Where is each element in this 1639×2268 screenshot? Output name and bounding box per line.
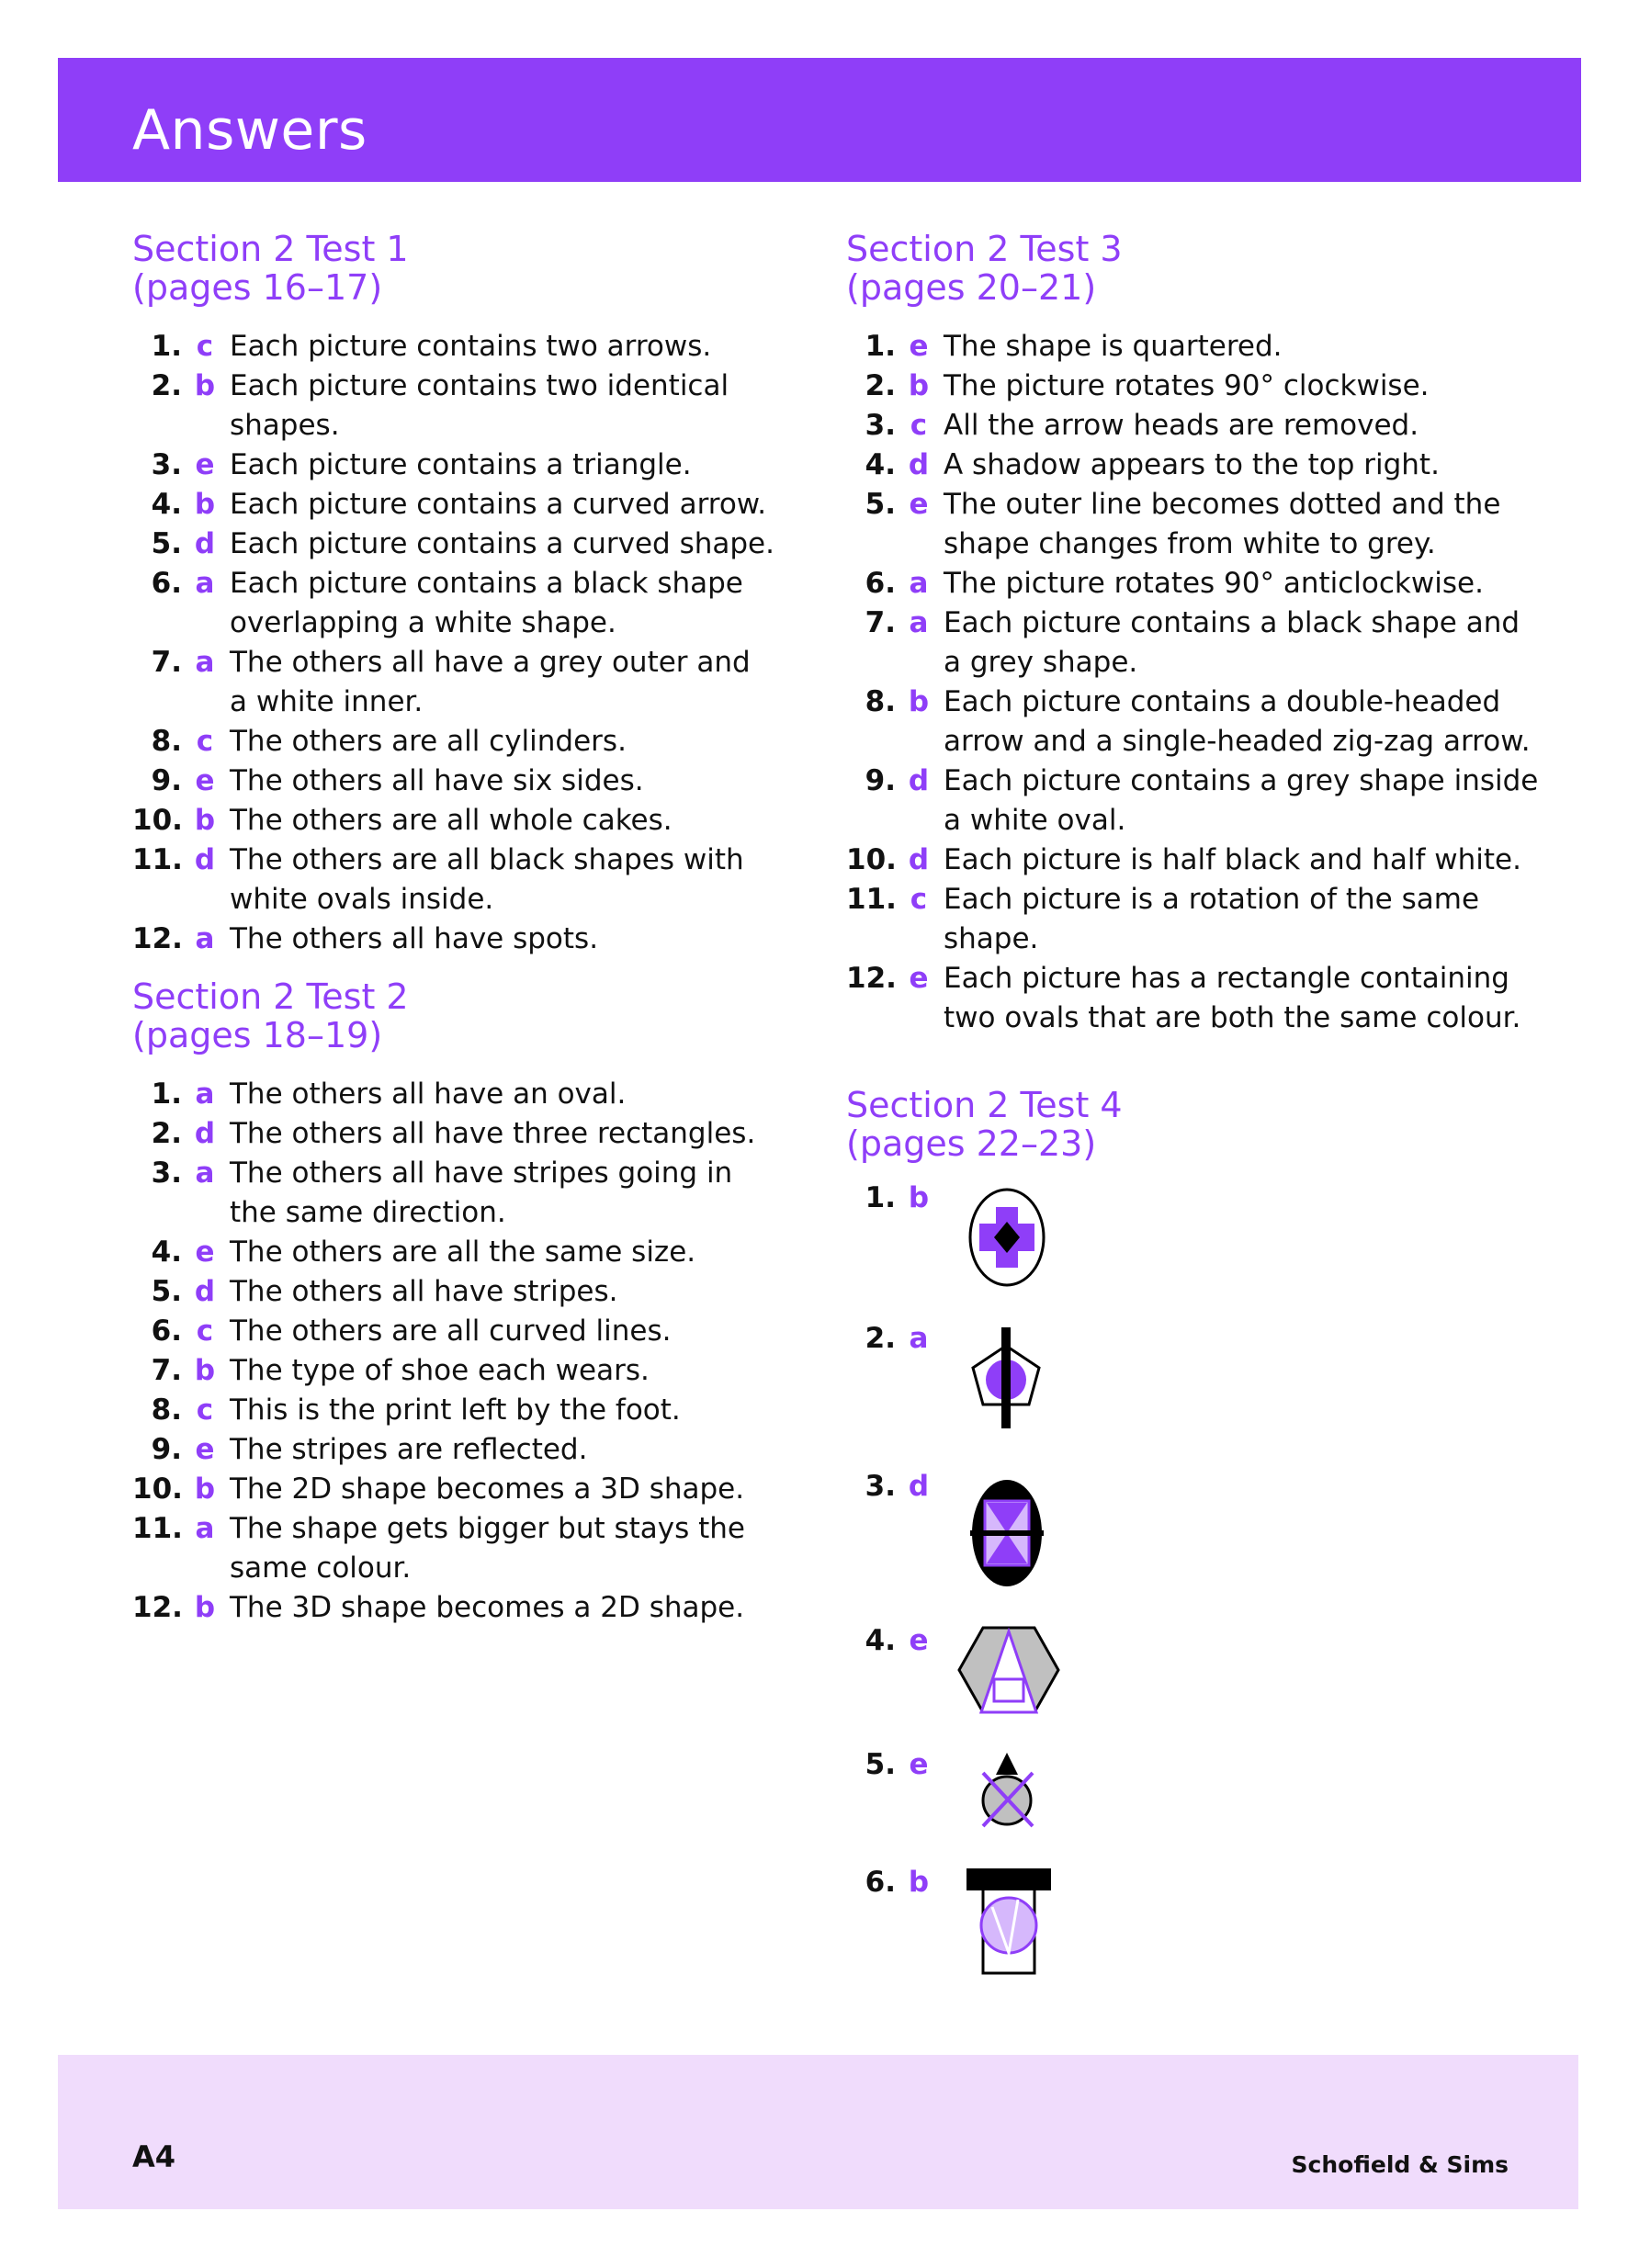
list-item [132,801,775,841]
answer-letter: e [909,1748,929,1781]
question-number: 7. [151,1354,182,1387]
list-item [132,841,775,920]
list-item [132,327,775,367]
list-item [132,920,775,959]
question-number: 5. [151,527,182,560]
answer-letter: b [194,804,216,837]
question-number: 2. [151,1117,182,1150]
question-number: 1. [151,330,182,363]
answer-letter: e [195,1433,215,1466]
answer-letter: e [195,764,215,797]
list-item [132,1272,775,1312]
question-number: 10. [132,1473,183,1506]
question-number: 2. [865,1322,896,1355]
section-gap [132,959,775,977]
list-item [846,959,1544,1038]
question-number: 3. [151,1157,182,1190]
list-item [846,880,1544,959]
answer-letter: e [909,330,929,363]
answer-explanation: Each picture contains a double-headed arrow and a single-headed zig-zag arrow. [944,685,1531,758]
answer-explanation: The others are all whole cakes. [230,804,673,837]
answer-letter: c [196,1394,214,1427]
section-pages: (pages 20–21) [846,267,1097,308]
answer-letter: c [910,883,928,916]
answer-letter: d [908,764,930,797]
answer-explanation: Each picture contains a triangle. [230,448,692,481]
section-title: Section 2 Test 3 [846,229,1123,269]
list-item [132,643,775,722]
header-band [58,58,1581,182]
answer-explanation: The 2D shape becomes a 3D shape. [230,1473,745,1506]
question-number: 4. [151,488,182,521]
answer-explanation: All the arrow heads are removed. [944,409,1419,442]
question-number: 8. [151,725,182,758]
cross-in-oval-figure [965,1185,1049,1291]
question-number: 12. [846,962,897,995]
answer-letter: d [908,448,930,481]
answer-explanation: The others all have an oval. [230,1078,627,1111]
question-number: 4. [865,448,896,481]
section-heading [846,1086,1123,1163]
pentagon-with-bar-figure [966,1326,1046,1431]
list-item [132,722,775,762]
oval-hourglass-figure [965,1476,1049,1591]
answer-letter: c [196,330,214,363]
list-item [846,1179,938,1218]
question-number: 3. [865,409,896,442]
answer-explanation: The others are all the same size. [230,1236,696,1269]
answer-letter: e [909,488,929,521]
answer-explanation: Each picture contains a curved arrow. [230,488,767,521]
answer-explanation: Each picture contains two arrows. [230,330,712,363]
answer-letter: a [195,922,215,955]
answer-explanation: Each picture has a rectangle containing two ovals that are both the same colour. [944,962,1521,1034]
answer-letter: d [908,843,930,876]
answer-letter: b [908,369,930,402]
list-item [132,1509,775,1588]
question-number: 10. [132,804,183,837]
question-number: 6. [151,567,182,600]
list-item [846,1319,938,1359]
list-item [132,762,775,801]
answer-letter: c [910,409,928,442]
section-title: Section 2 Test 4 [846,1085,1123,1125]
list-item [846,1863,938,1902]
answer-explanation: Each picture contains two identical shapes. [230,369,729,442]
answer-explanation: The others are all black shapes with white ovals inside. [230,843,744,916]
rectangle-circle-figure [965,1867,1053,1977]
list-item [132,1470,775,1509]
section-heading [846,230,1544,307]
answer-explanation: The others all have six sides. [230,764,644,797]
answer-explanation: The others all have three rectangles. [230,1117,756,1150]
list-item [132,1154,775,1233]
question-number: 9. [151,1433,182,1466]
answer-letter: c [196,725,214,758]
answer-letter: b [194,1591,216,1624]
list-item [846,1745,938,1785]
answer-letter: d [194,1275,216,1308]
answer-letter: a [195,1078,215,1111]
answer-explanation: Each picture contains a black shape and a grey shape. [944,606,1520,679]
list-item [846,1467,938,1506]
list-item [846,485,1544,564]
answer-letter: a [909,606,929,639]
answer-explanation: Each picture contains a grey shape inside a white oval. [944,764,1539,837]
list-item [132,564,775,643]
question-number: 12. [132,922,183,955]
list-item [846,327,1544,367]
section-heading [132,977,775,1055]
list-item [846,604,1544,683]
answer-explanation: The type of shoe each wears. [230,1354,650,1387]
list-item [132,1391,775,1430]
list-item [132,1588,775,1628]
footer-band [58,2055,1578,2209]
answer-letter: a [195,567,215,600]
answer-explanation: The others all have a grey outer and a white inner. [230,646,751,718]
list-item [846,841,1544,880]
answer-letter: d [194,1117,216,1150]
question-number: 7. [151,646,182,679]
question-number: 9. [151,764,182,797]
question-number: 9. [865,764,896,797]
answer-letter: b [908,1181,930,1214]
answer-explanation: A shadow appears to the top right. [944,448,1440,481]
answer-letter: b [908,1866,930,1899]
answer-explanation: This is the print left by the foot. [230,1394,681,1427]
answer-letter: a [195,1157,215,1190]
list-item [132,1351,775,1391]
answer-letter: e [909,962,929,995]
question-number: 11. [132,1512,183,1545]
section-title: Section 2 Test 2 [132,976,409,1017]
section-pages: (pages 16–17) [132,267,383,308]
section-title: Section 2 Test 1 [132,229,409,269]
list-item [132,525,775,564]
answer-letter: a [909,1322,929,1355]
answer-explanation: Each picture is half black and half white. [944,843,1521,876]
answer-explanation: The shape gets bigger but stays the same colour. [230,1512,745,1585]
answer-letter: d [194,527,216,560]
answer-letter: a [195,646,215,679]
list-item [132,446,775,485]
list-item [132,1114,775,1154]
question-number: 5. [865,1748,896,1781]
question-number: 1. [865,330,896,363]
answer-explanation: Each picture contains a curved shape. [230,527,774,560]
question-number: 1. [865,1181,896,1214]
answer-letter: e [195,1236,215,1269]
question-number: 5. [151,1275,182,1308]
answer-explanation: The picture rotates 90° clockwise. [944,369,1430,402]
answer-explanation: The picture rotates 90° anticlockwise. [944,567,1484,600]
list-item [846,367,1544,406]
list-item [846,406,1544,446]
answer-explanation: The others all have spots. [230,922,599,955]
list-item [846,446,1544,485]
answer-explanation: The outer line becomes dotted and the shape changes from white to grey. [944,488,1501,560]
question-number: 8. [865,685,896,718]
answer-explanation: The others all have stripes. [230,1275,618,1308]
question-number: 6. [151,1315,182,1348]
answer-explanation: The others are all curved lines. [230,1315,672,1348]
question-number: 4. [865,1624,896,1657]
question-number: 6. [865,1866,896,1899]
section-pages: (pages 18–19) [132,1015,383,1055]
question-number: 2. [865,369,896,402]
question-number: 3. [151,448,182,481]
question-number: 6. [865,567,896,600]
answer-explanation: Each picture contains a black shape overlapping a white shape. [230,567,743,639]
answer-letter: a [195,1512,215,1545]
list-item [846,1621,938,1661]
list-item [132,367,775,446]
answer-explanation: The others all have stripes going in the same direction. [230,1157,733,1229]
question-number: 8. [151,1394,182,1427]
list-item [846,683,1544,762]
list-item [846,762,1544,841]
answer-explanation: The 3D shape becomes a 2D shape. [230,1591,745,1624]
section-heading [132,230,775,307]
question-number: 2. [151,369,182,402]
section-pages: (pages 22–23) [846,1123,1097,1164]
answer-letter: c [196,1315,214,1348]
question-number: 10. [846,843,897,876]
question-number: 11. [846,883,897,916]
list-item [132,1312,775,1351]
question-number: 5. [865,488,896,521]
publisher-name: Schofield & Sims [1291,2151,1509,2178]
answer-letter: e [909,1624,929,1657]
list-item [132,1430,775,1470]
answer-letter: d [908,1470,930,1503]
list-item [132,485,775,525]
question-number: 7. [865,606,896,639]
page-title: Answers [132,98,367,163]
question-number: 11. [132,843,183,876]
answer-letter: b [908,685,930,718]
question-number: 1. [151,1078,182,1111]
right-column [846,230,1544,1038]
list-item [132,1075,775,1114]
answer-letter: b [194,488,216,521]
answer-letter: b [194,369,216,402]
question-number: 3. [865,1470,896,1503]
list-item [846,564,1544,604]
answer-explanation: The stripes are reflected. [230,1433,588,1466]
answer-explanation: Each picture is a rotation of the same shape. [944,883,1480,955]
question-number: 12. [132,1591,183,1624]
answer-letter: b [194,1473,216,1506]
answer-letter: b [194,1354,216,1387]
answer-letter: d [194,843,216,876]
left-column [132,230,775,1628]
page-number: A4 [132,2139,176,2174]
list-item [132,1233,775,1272]
circle-cross-figure [974,1747,1040,1830]
hexagon-triangle-figure [955,1624,1062,1716]
answer-letter: a [909,567,929,600]
answer-explanation: The others are all cylinders. [230,725,627,758]
answer-letter: e [195,448,215,481]
question-number: 4. [151,1236,182,1269]
answer-explanation: The shape is quartered. [944,330,1283,363]
